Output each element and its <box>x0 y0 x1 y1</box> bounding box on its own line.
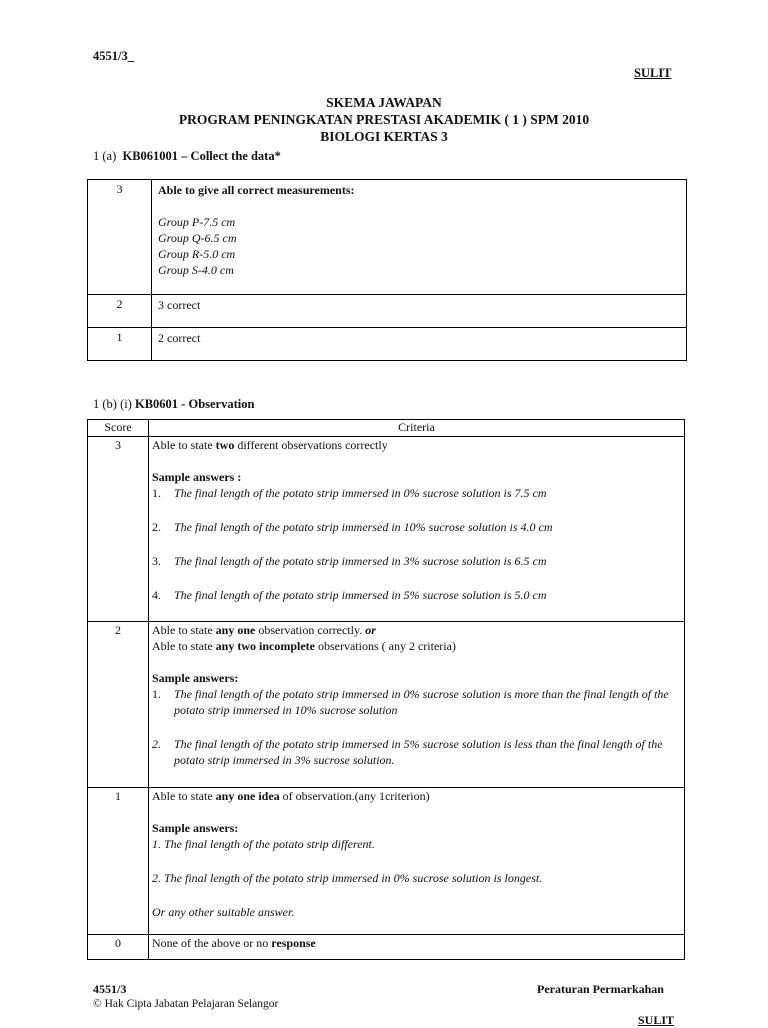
section-label: 1 (b) (i) <box>93 397 132 411</box>
list-item: 2. The final length of the potato strip immersed in 5% sucrose solution is less than the final length of the potato strip immersed in 3% sucrose solution. <box>152 737 663 767</box>
criteria-line: Able to state any one idea of observation.(any 1criterion) <box>152 789 430 803</box>
list-item: 2. The final length of the potato strip immersed in 10% sucrose solution is 4.0 cm <box>152 520 553 534</box>
criteria-cell <box>149 788 685 935</box>
table-row <box>88 180 687 295</box>
table-row <box>88 295 687 328</box>
title-line-1: SKEMA JAWAPAN <box>326 95 442 110</box>
table-row <box>88 935 685 960</box>
section-1bi-heading <box>93 396 254 412</box>
classification-header: SULIT <box>634 66 672 80</box>
section-title: KB0601 - Observation <box>135 397 255 411</box>
list-item: Or any other suitable answer. <box>152 905 295 919</box>
table-row <box>88 788 685 935</box>
table-header-row <box>88 420 685 437</box>
footer-marking-scheme: Peraturan Permarkahan <box>537 982 664 996</box>
section-title: KB061001 – Collect the data* <box>122 149 281 163</box>
criteria-cell <box>149 437 685 622</box>
score-cell: 2 <box>88 295 152 328</box>
table-row <box>88 437 685 622</box>
sample-answers-label: Sample answers: <box>152 821 239 835</box>
list-item: 1. The final length of the potato strip immersed in 0% sucrose solution is more than the final length of the potato strip immersed in 10% sucrose solution <box>152 687 669 717</box>
score-cell: 0 <box>88 935 149 960</box>
measurement-item: Group R-5.0 cm <box>158 247 236 261</box>
criteria-cell: 3 correct <box>152 295 687 328</box>
criteria-cell <box>149 622 685 788</box>
table-row <box>88 622 685 788</box>
score-cell: 1 <box>88 328 152 361</box>
title-line-2: PROGRAM PENINGKATAN PRESTASI AKADEMIK ( 1 ) SPM 2010 <box>178 112 590 127</box>
measurement-item: Group S-4.0 cm <box>158 263 234 277</box>
criteria-line: Able to state any one observation correctly. or <box>152 623 376 637</box>
criteria-cell <box>152 180 687 295</box>
measurement-item: Group P-7.5 cm <box>158 215 236 229</box>
classification-footer: SULIT <box>638 1013 675 1027</box>
score-cell: 2 <box>88 622 149 788</box>
measurement-item: Group Q-6.5 cm <box>158 231 237 245</box>
document-title <box>0 94 768 145</box>
sample-answers-label: Sample answers: <box>152 671 239 685</box>
list-item: 3. The final length of the potato strip immersed in 3% sucrose solution is 6.5 cm <box>152 554 547 568</box>
section-label: 1 (a) <box>93 149 117 163</box>
title-line-3: BIOLOGI KERTAS 3 <box>320 129 448 144</box>
header-criteria: Criteria <box>149 420 685 437</box>
criteria-line: Able to state any two incomplete observations ( any 2 criteria) <box>152 639 456 653</box>
sample-answers-label: Sample answers : <box>152 470 242 484</box>
section-1a-heading <box>93 148 281 164</box>
criteria-cell: None of the above or no response <box>149 935 685 960</box>
collect-data-table <box>87 179 687 361</box>
criteria-cell: 2 correct <box>152 328 687 361</box>
footer-paper-code: 4551/3 <box>93 982 127 996</box>
score-cell: 3 <box>88 437 149 622</box>
list-item: 4. The final length of the potato strip immersed in 5% sucrose solution is 5.0 cm <box>152 588 547 602</box>
observation-table <box>87 419 685 960</box>
criteria-line: Able to state two different observations correctly <box>152 438 388 452</box>
footer-copyright: © Hak Cipta Jabatan Pelajaran Selangor <box>93 998 279 1010</box>
table-row <box>88 328 687 361</box>
score-cell: 3 <box>88 180 152 295</box>
header-score: Score <box>88 420 149 437</box>
score-cell: 1 <box>88 788 149 935</box>
list-item: 1. The final length of the potato strip immersed in 0% sucrose solution is 7.5 cm <box>152 486 547 500</box>
list-item: 1. The final length of the potato strip different. <box>152 837 375 851</box>
list-item: 2. The final length of the potato strip immersed in 0% sucrose solution is longest. <box>152 871 543 885</box>
paper-code: 4551/3_ <box>93 49 134 63</box>
criteria-heading: Able to give all correct measurements: <box>158 183 355 197</box>
